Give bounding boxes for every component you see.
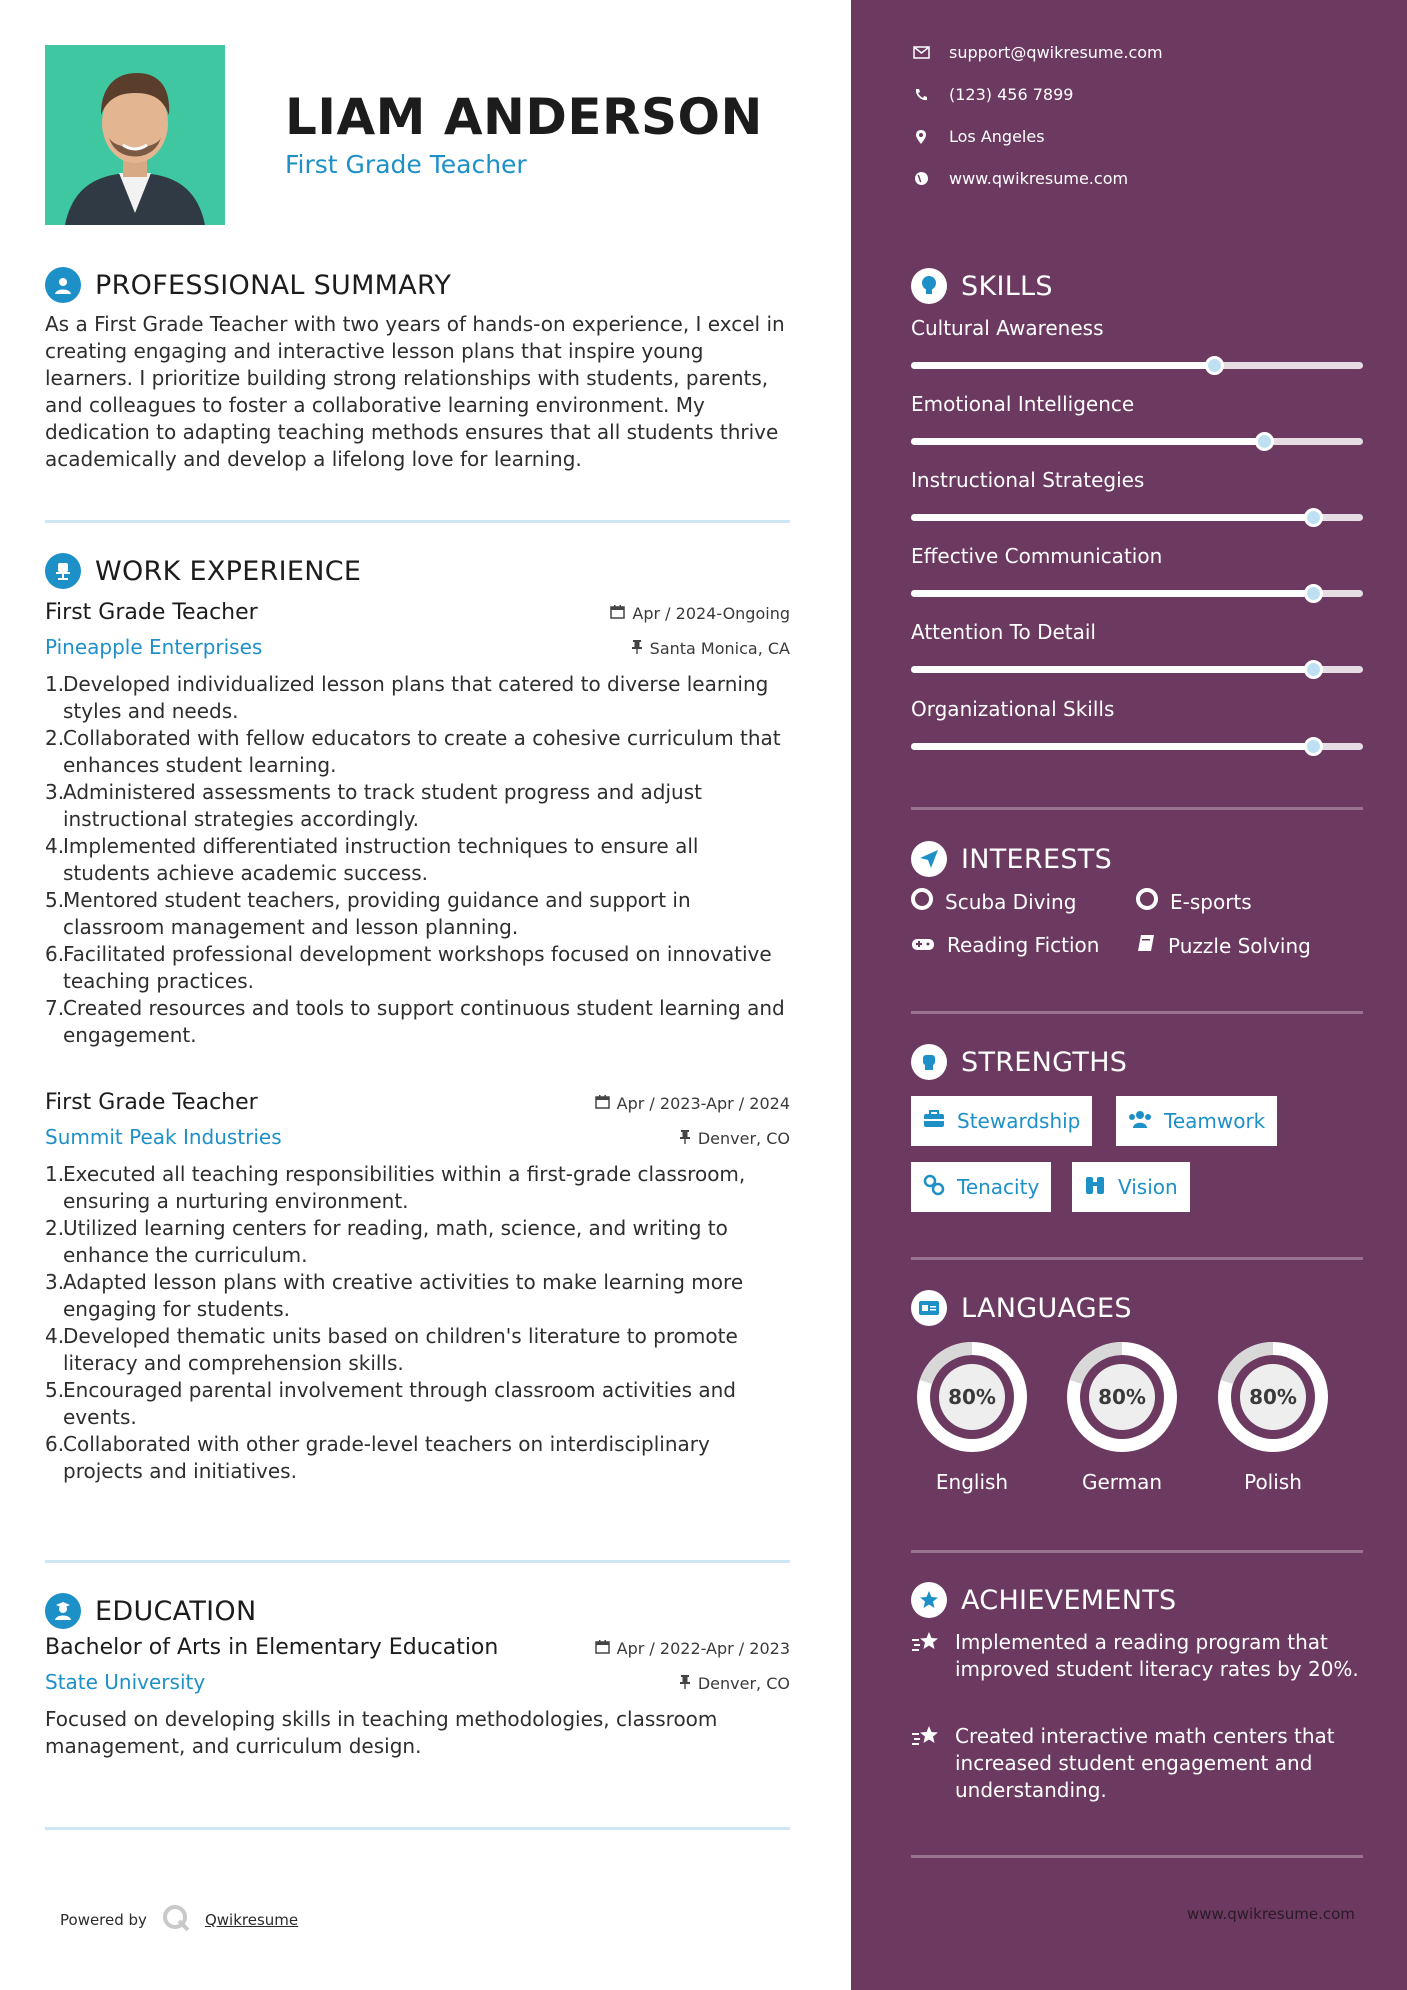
language-item — [1061, 1336, 1183, 1494]
list-item: 3. Adapted lesson plans with creative activities to make learning more engaging for students. — [45, 1270, 744, 1321]
skill-name: Cultural Awareness — [911, 316, 1104, 340]
pin-icon — [631, 639, 643, 658]
contact-location: Los Angeles — [911, 127, 1045, 146]
list-item: 5. Mentored student teachers, providing guidance and support in classroom management and lesson planning. — [45, 888, 691, 939]
strength-badge: Tenacity — [911, 1162, 1051, 1212]
job-entry — [45, 600, 790, 1049]
company-name: Summit Peak Industries — [45, 1125, 282, 1149]
user-icon — [45, 267, 81, 303]
degree-title: Bachelor of Arts in Elementary Education — [45, 1635, 499, 1660]
interests-header — [911, 841, 1112, 877]
skill-bar — [911, 438, 1363, 445]
shooting-star-icon — [911, 1629, 941, 1683]
envelope-icon — [911, 46, 931, 59]
pin-icon — [679, 1674, 691, 1693]
contact-website: www.qwikresume.com — [911, 169, 1128, 188]
section-title: SKILLS — [961, 270, 1053, 302]
job-location: Denver, CO — [697, 1129, 790, 1148]
chair-icon — [45, 553, 81, 589]
skill-level-handle — [1205, 356, 1224, 375]
skill-level-handle — [1304, 584, 1323, 603]
skill-name: Instructional Strategies — [911, 468, 1145, 492]
globe-icon — [911, 171, 931, 186]
language-level-ring — [911, 1336, 1033, 1458]
graduate-icon — [45, 1593, 81, 1629]
contact-phone: (123) 456 7899 — [911, 85, 1073, 104]
calendar-icon — [610, 604, 625, 623]
interest-item: Puzzle Solving — [1136, 933, 1311, 958]
summary-section — [45, 265, 790, 473]
job-location: Santa Monica, CA — [649, 639, 790, 658]
map-pin-icon — [911, 129, 931, 145]
life-ring-icon — [1136, 888, 1158, 915]
skill-name: Organizational Skills — [911, 697, 1115, 721]
list-item: 2. Utilized learning centers for reading, math, science, and writing to enhance the curriculum. — [45, 1216, 728, 1267]
book-icon — [1136, 933, 1156, 958]
gamepad-icon — [911, 933, 935, 957]
skill-item — [911, 697, 1363, 750]
section-divider — [911, 1257, 1363, 1260]
interest-item: E-sports — [1136, 888, 1252, 915]
section-title: EDUCATION — [95, 1595, 257, 1627]
section-divider — [911, 807, 1363, 810]
powered-label: Powered by — [60, 1911, 147, 1929]
list-item: 2. Collaborated with fellow educators to create a cohesive curriculum that enhances student learning. — [45, 726, 781, 777]
language-icon — [911, 1290, 947, 1326]
interest-item: Reading Fiction — [911, 933, 1099, 957]
skill-level-handle — [1255, 432, 1274, 451]
language-name: German — [1081, 1470, 1163, 1494]
qwikresume-logo-icon — [161, 1903, 191, 1937]
skill-name: Emotional Intelligence — [911, 392, 1135, 416]
summary-text: As a First Grade Teacher with two years of hands-on experience, I excel in creating engaging and interactive lesson plans that inspire young learners. I prioritize building strong relationships with students, parents, and colleagues to foster a collaborative learning environment. My dedication to adapting teaching methods ensures that all students thrive academically and develop a lifelong love for learning. — [45, 312, 785, 471]
skill-name: Attention To Detail — [911, 620, 1096, 644]
section-divider — [911, 1011, 1363, 1014]
language-level-ring — [1212, 1336, 1334, 1458]
calendar-icon — [595, 1639, 610, 1658]
language-level-ring — [1061, 1336, 1183, 1458]
job-date: Apr / 2023-Apr / 2024 — [616, 1094, 790, 1113]
strengths-header — [911, 1044, 1127, 1080]
skill-bar — [911, 362, 1363, 369]
language-item — [1212, 1336, 1334, 1494]
section-title: LANGUAGES — [961, 1292, 1132, 1324]
section-title: WORK EXPERIENCE — [95, 555, 362, 587]
job-date: Apr / 2024-Ongoing — [632, 604, 790, 623]
list-item: 5. Encouraged parental involvement through classroom activities and events. — [45, 1378, 736, 1429]
fist-icon — [911, 1044, 947, 1080]
list-item: 4. Developed thematic units based on children's literature to promote literacy and comprehension skills. — [45, 1324, 738, 1375]
skill-bar — [911, 590, 1363, 597]
skill-level-handle — [1304, 508, 1323, 527]
skill-item — [911, 620, 1363, 673]
job-bullets — [45, 671, 790, 1049]
education-section — [45, 1591, 790, 1760]
profile-photo — [45, 45, 225, 225]
strength-badge: Teamwork — [1116, 1096, 1277, 1146]
language-item — [911, 1336, 1033, 1494]
achievement-item: Implemented a reading program that improved student literacy rates by 20%. — [911, 1629, 1363, 1683]
skill-item — [911, 468, 1363, 521]
phone-icon — [911, 88, 931, 102]
footer-website[interactable]: www.qwikresume.com — [1187, 1905, 1355, 1923]
section-divider — [911, 1550, 1363, 1553]
list-item: 3. Administered assessments to track student progress and adjust instructional strategies accordingly. — [45, 780, 702, 831]
list-item: 6. Facilitated professional development workshops focused on innovative teaching practices. — [45, 942, 772, 993]
skill-item — [911, 316, 1363, 369]
school-name: State University — [45, 1670, 206, 1694]
list-item: 1. Developed individualized lesson plans that catered to diverse learning styles and needs. — [45, 672, 769, 723]
strength-badge: Stewardship — [911, 1096, 1092, 1146]
skill-item — [911, 392, 1363, 445]
list-item: 6. Collaborated with other grade-level teachers on interdisciplinary projects and initiatives. — [45, 1432, 710, 1483]
section-divider — [45, 1827, 790, 1830]
skill-level-handle — [1304, 737, 1323, 756]
candidate-title: First Grade Teacher — [285, 150, 527, 179]
skill-name: Effective Communication — [911, 544, 1163, 568]
language-level: 80% — [1098, 1385, 1146, 1409]
contact-email: support@qwikresume.com — [911, 43, 1163, 62]
language-name: English — [935, 1470, 1009, 1494]
job-title: First Grade Teacher — [45, 600, 258, 625]
binoculars-icon — [1084, 1175, 1106, 1200]
star-icon — [911, 1582, 947, 1618]
section-title: ACHIEVEMENTS — [961, 1584, 1177, 1616]
life-ring-icon — [911, 888, 933, 915]
education-date: Apr / 2022-Apr / 2023 — [616, 1639, 790, 1658]
link-icon — [923, 1174, 945, 1201]
pin-icon — [679, 1129, 691, 1148]
section-divider — [45, 520, 790, 523]
strength-badge: Vision — [1072, 1162, 1190, 1212]
language-level: 80% — [948, 1385, 996, 1409]
brand-link[interactable]: Qwikresume — [204, 1911, 299, 1929]
skill-item — [911, 544, 1363, 597]
achievement-item: Created interactive math centers that increased student engagement and understanding. — [911, 1723, 1363, 1804]
lightbulb-icon — [911, 268, 947, 304]
language-name: Polish — [1244, 1470, 1302, 1494]
list-item: 1. Executed all teaching responsibilities within a first-grade classroom, ensuring a nurturing environment. — [45, 1162, 746, 1213]
section-title: PROFESSIONAL SUMMARY — [95, 269, 452, 301]
list-item: 4. Implemented differentiated instruction techniques to ensure all students achieve academic success. — [45, 834, 699, 885]
education-text: Focused on developing skills in teaching methodologies, classroom management, and curriculum design. — [45, 1707, 718, 1758]
briefcase-icon — [923, 1109, 945, 1133]
skill-bar — [911, 743, 1363, 750]
company-name: Pineapple Enterprises — [45, 635, 263, 659]
experience-section — [45, 551, 790, 591]
calendar-icon — [595, 1094, 610, 1113]
job-title: First Grade Teacher — [45, 1090, 258, 1115]
language-level: 80% — [1249, 1385, 1297, 1409]
sidebar — [851, 0, 1407, 1990]
shooting-star-icon — [911, 1723, 941, 1804]
achievements-header — [911, 1582, 1177, 1618]
skill-level-handle — [1304, 660, 1323, 679]
list-item: 7. Created resources and tools to support continuous student learning and engagement. — [45, 996, 785, 1047]
job-bullets — [45, 1161, 790, 1485]
section-title: INTERESTS — [961, 843, 1113, 875]
skills-header — [911, 268, 1053, 304]
powered-by — [60, 1903, 298, 1937]
section-title: STRENGTHS — [961, 1046, 1128, 1078]
section-divider — [45, 1560, 790, 1563]
users-icon — [1128, 1109, 1152, 1133]
skill-bar — [911, 666, 1363, 673]
interest-item: Scuba Diving — [911, 888, 1076, 915]
section-divider — [911, 1855, 1363, 1858]
skill-bar — [911, 514, 1363, 521]
languages-header — [911, 1290, 1132, 1326]
job-entry — [45, 1090, 790, 1485]
paper-plane-icon — [911, 841, 947, 877]
candidate-name: LIAM ANDERSON — [285, 88, 763, 146]
education-location: Denver, CO — [697, 1674, 790, 1693]
